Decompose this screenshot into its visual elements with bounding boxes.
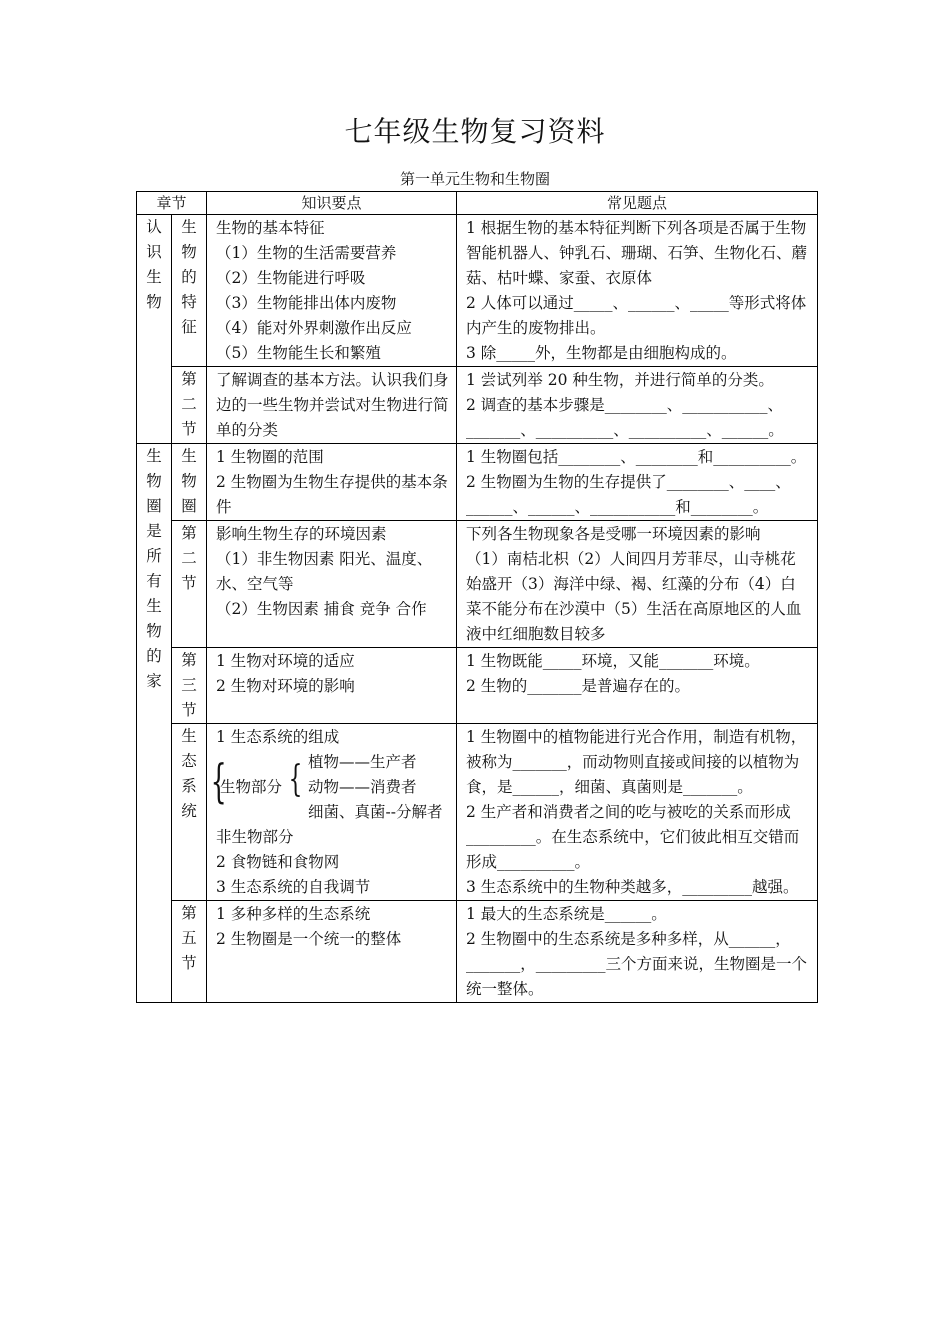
- table-row: [137, 648, 818, 724]
- questions-cell: 下列各生物现象各是受哪一环境因素的影响 （1）南桔北枳（2）人间四月芳菲尽，山寺桃花始盛开（3）海洋中绿、褐、红藻的分布（4）白菜不能分布在沙漠中（5）生活在高原地区的人血液中红细胞数目较多: [457, 521, 818, 648]
- section-cell: 生物的特征: [172, 215, 207, 367]
- biotic-label: 生物部分: [220, 778, 283, 796]
- header-knowledge: 知识要点: [207, 192, 457, 215]
- table-row: [137, 215, 818, 367]
- questions-cell: 1 生物既能_____环境，又能_______环境。 2 生物的_______是普遍存在的。: [457, 648, 818, 724]
- section-cell: 第二节: [172, 521, 207, 648]
- knowledge-cell: 1 生物对环境的适应 2 生物对环境的影响: [207, 648, 457, 724]
- header-chapter: 章节: [137, 192, 207, 215]
- questions-cell: 1 生物圈中的植物能进行光合作用，制造有机物，被称为_______，而动物则直接或间接的以植物为食，是______，细菌、真菌则是_______。 2 生产者和消费者之间的吃与被吃的关系而形成_________。在生态系统中，它们彼此相互交错而形成__________。 3 生态系统中的生物种类越多，_________越强。: [457, 724, 818, 901]
- knowledge-cell: 了解调查的基本方法。认识我们身边的一些生物并尝试对生物进行简单的分类: [207, 367, 457, 444]
- unit-cell: 认识生物: [137, 215, 172, 444]
- section-cell: 第五节: [172, 901, 207, 1003]
- unit-subtitle: 第一单元生物和生物圈: [399, 170, 550, 188]
- questions-cell: 1 最大的生态系统是______。 2 生物圈中的生态系统是多种多样，从______，_______，_________三个方面来说，生物圈是一个统一整体。: [457, 901, 818, 1003]
- table-row: [137, 444, 818, 521]
- unit-cell: 生物圈是所有生物的家: [137, 444, 172, 1003]
- questions-cell: 1 根据生物的基本特征判断下列各项是否属于生物 智能机器人、钟乳石、珊瑚、石笋、生物化石、蘑菇、枯叶蝶、家蚕、衣原体 2 人体可以通过_____、______、_____等形式将体内产生的废物排出。 3 除_____外，生物都是由细胞构成的。: [457, 215, 818, 367]
- knowledge-cell: 1 多种多样的生态系统 2 生物圈是一个统一的整体: [207, 901, 457, 1003]
- section-cell: 第三节: [172, 648, 207, 724]
- table-row: [137, 521, 818, 648]
- section-cell: 第二节: [172, 367, 207, 444]
- knowledge-cell: 1 生物圈的范围 2 生物圈为生物生存提供的基本条件: [207, 444, 457, 521]
- table-row: [137, 901, 818, 1003]
- section-cell: 生物圈: [172, 444, 207, 521]
- header-questions: 常见题点: [457, 192, 818, 215]
- review-table: [136, 191, 818, 1003]
- questions-cell: 1 生物圈包括________、________和__________。 2 生物圈为生物的生存提供了________、____、______、______、___________和________。: [457, 444, 818, 521]
- abiotic-label: 非生物部分: [216, 828, 294, 846]
- questions-cell: 1 尝试列举 20 种生物，并进行简单的分类。 2 调查的基本步骤是________、___________、_______、__________、__________、______。: [457, 367, 818, 444]
- page-title: 七年级生物复习资料: [344, 115, 606, 148]
- table-row: [137, 724, 818, 901]
- brace-icon: {: [288, 759, 303, 800]
- biotic-items: 植物——生产者 动物——消费者 细菌、真菌--分解者: [308, 753, 443, 821]
- knowledge-cell: 生物的基本特征 （1）生物的生活需要营养 （2）生物能进行呼吸 （3）生物能排出体内废物 （4）能对外界刺激作出反应 （5）生物能生长和繁殖: [207, 215, 457, 367]
- table-row: [137, 367, 818, 444]
- ecosystem-composition: [210, 750, 450, 825]
- table-header-row: [137, 192, 818, 215]
- knowledge-cell: 1 生态系统的组成 { 生物部分 { 植物——生产者 动物——消费者 细菌、真菌--分解者 非生物部分 2 食物链和食物网 3 生态系统的自我调节: [207, 724, 457, 901]
- brace-icon: {: [210, 754, 227, 808]
- knowledge-cell: 影响生物生存的环境因素 （1）非生物因素 阳光、温度、水、空气等 （2）生物因素 捕食 竞争 合作: [207, 521, 457, 648]
- section-cell: 生态系统: [172, 724, 207, 901]
